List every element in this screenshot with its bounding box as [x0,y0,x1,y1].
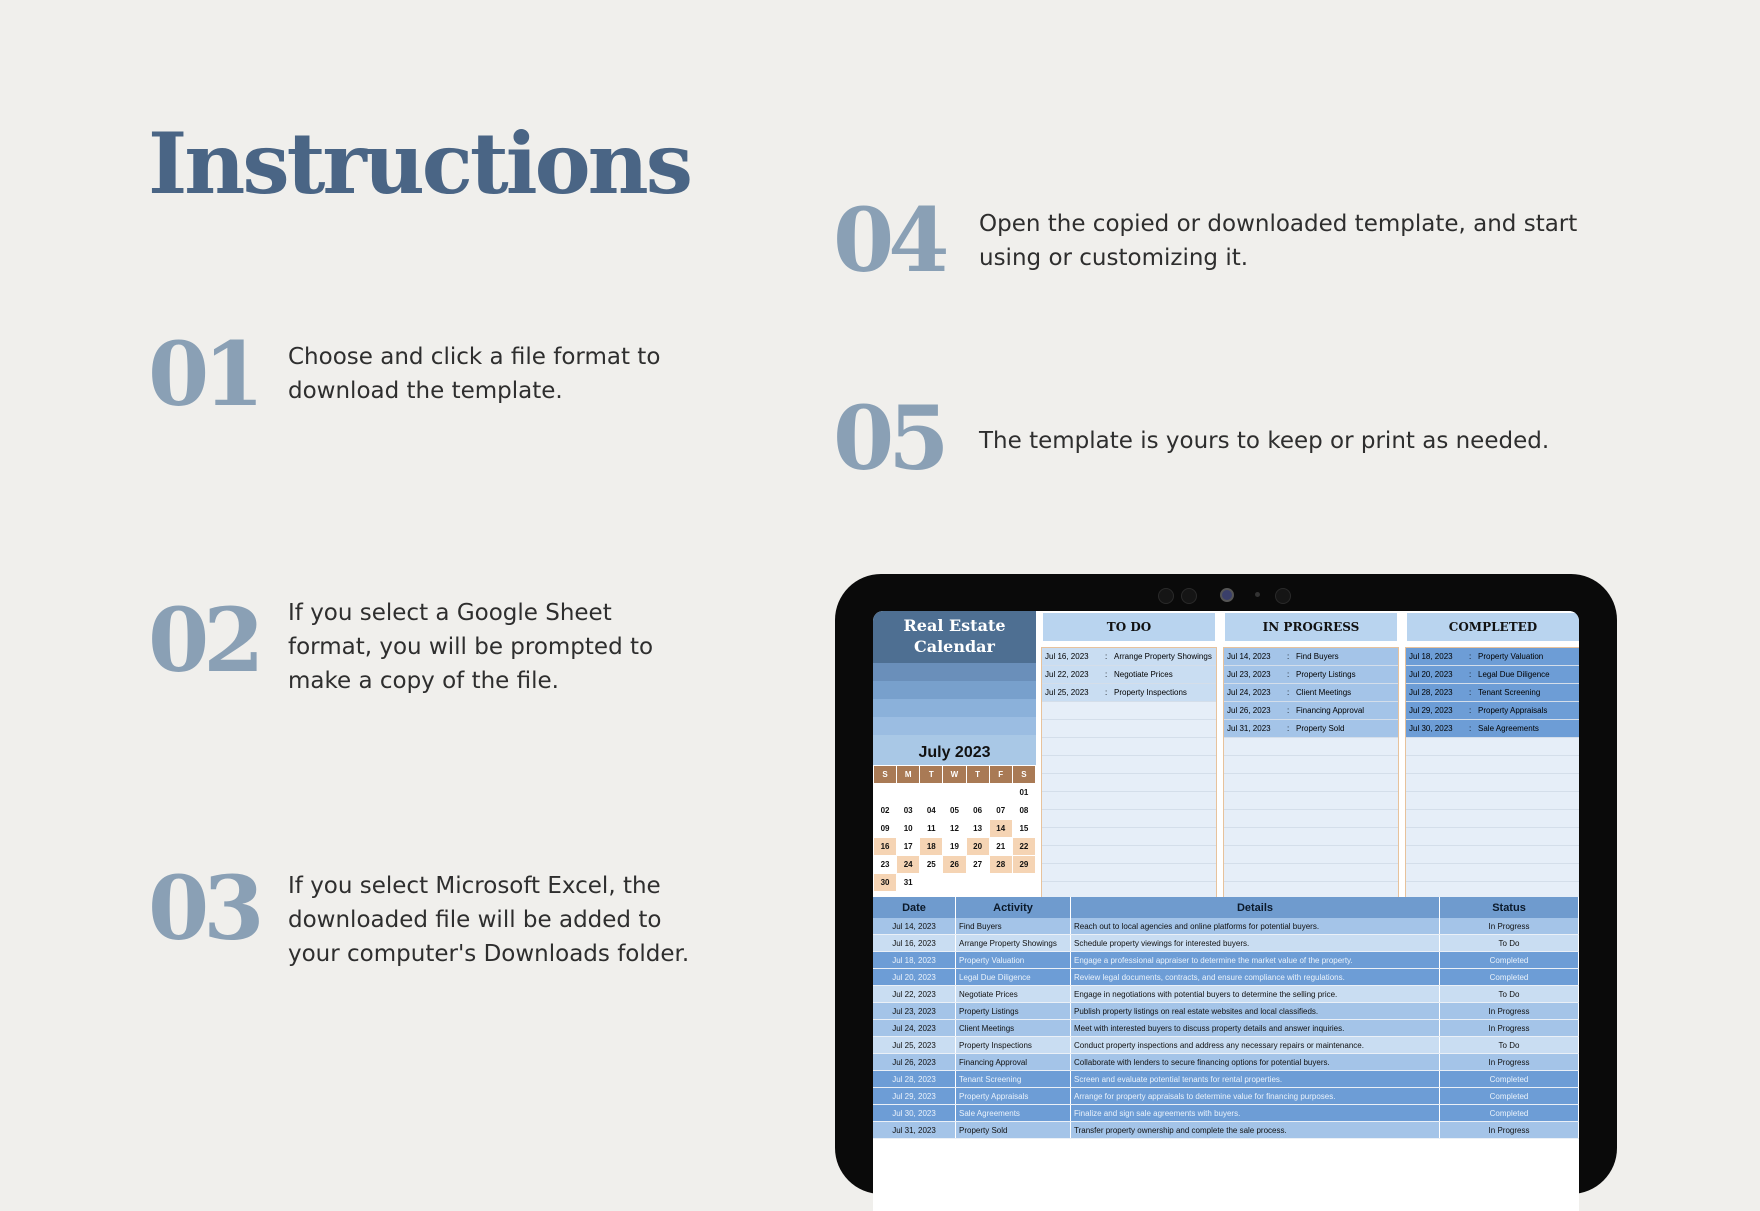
kanban-item[interactable] [1406,702,1579,720]
kanban-item [1406,864,1579,882]
kanban-item-date: Jul 22, 2023 [1045,670,1089,679]
table-row[interactable] [873,1003,1579,1020]
kanban-list [1405,647,1579,899]
calendar-day[interactable]: 20 [966,838,989,856]
kanban-todo [1041,611,1217,899]
calendar-day[interactable]: 10 [897,820,920,838]
cell-activity: Negotiate Prices [956,986,1071,1003]
kanban-item[interactable] [1042,684,1216,702]
cell-details: Schedule property viewings for interested buyers. [1071,935,1440,952]
column-header: Details [1071,897,1440,918]
column-header: Activity [956,897,1071,918]
cell-details: Meet with interested buyers to discuss property details and answer inquiries. [1071,1020,1440,1037]
step-line: Open the copied or downloaded template, and start [979,211,1578,237]
weekday-label: S [1012,766,1035,784]
separator: : [1469,706,1472,715]
table-row[interactable] [873,952,1579,969]
table-row[interactable] [873,935,1579,952]
kanban-item [1042,828,1216,846]
kanban-item [1042,756,1216,774]
kanban-item[interactable] [1042,666,1216,684]
mini-calendar [873,765,1036,892]
kanban-item-task: Property Appraisals [1478,706,1548,715]
cell-status: Completed [1440,952,1579,969]
calendar-month: July 2023 [873,735,1036,765]
kanban-item-task: Financing Approval [1296,706,1365,715]
cell-date: Jul 26, 2023 [873,1054,956,1071]
calendar-day [943,784,966,802]
calendar-day[interactable]: 01 [1012,784,1035,802]
kanban-item [1042,702,1216,720]
cell-date: Jul 30, 2023 [873,1105,956,1122]
cell-activity: Find Buyers [956,918,1071,935]
kanban-item [1406,828,1579,846]
calendar-day[interactable]: 24 [897,856,920,874]
separator: : [1469,688,1472,697]
kanban-item[interactable] [1406,720,1579,738]
kanban-item-date: Jul 24, 2023 [1227,688,1271,697]
column-header: Date [873,897,956,918]
kanban-item [1224,792,1398,810]
calendar-day[interactable]: 19 [943,838,966,856]
kanban-item [1224,828,1398,846]
cell-date: Jul 25, 2023 [873,1037,956,1054]
separator: : [1287,688,1290,697]
cell-activity: Property Listings [956,1003,1071,1020]
step-text [979,207,1619,275]
kanban-item [1224,756,1398,774]
kanban-item [1042,720,1216,738]
cell-details: Transfer property ownership and complete the sale process. [1071,1122,1440,1139]
step-line: make a copy of the file. [288,668,559,694]
kanban-item-task: Arrange Property Showings [1114,652,1212,661]
cell-activity: Property Appraisals [956,1088,1071,1105]
calendar-day [920,874,943,892]
step-line: If you select a Google Sheet [288,600,612,626]
table-row[interactable] [873,969,1579,986]
step-text [979,424,1619,458]
cell-status: Completed [1440,1105,1579,1122]
cell-status: In Progress [1440,1122,1579,1139]
separator: : [1287,652,1290,661]
calendar-day[interactable]: 06 [966,802,989,820]
calendar-day [989,784,1012,802]
cell-details: Collaborate with lenders to secure financing options for potential buyers. [1071,1054,1440,1071]
kanban-item-date: Jul 16, 2023 [1045,652,1089,661]
tablet-mockup [835,574,1617,1194]
kanban-item[interactable] [1406,684,1579,702]
cell-details: Engage in negotiations with potential buyers to determine the selling price. [1071,986,1440,1003]
step-line: downloaded file will be added to [288,907,662,933]
color-band [873,681,1036,699]
kanban-item[interactable] [1224,702,1398,720]
kanban-item [1406,756,1579,774]
sheet-title-line: Calendar [914,637,995,656]
cell-status: In Progress [1440,1020,1579,1037]
calendar-day[interactable]: 27 [966,856,989,874]
kanban-item [1042,774,1216,792]
kanban-completed [1405,611,1579,899]
camera-icon [1158,588,1174,604]
calendar-day [897,784,920,802]
calendar-day[interactable]: 04 [920,802,943,820]
cell-date: Jul 14, 2023 [873,918,956,935]
cell-date: Jul 22, 2023 [873,986,956,1003]
step-line: your computer's Downloads folder. [288,941,690,967]
step-line: If you select Microsoft Excel, the [288,873,661,899]
cell-details: Engage a professional appraiser to determine the market value of the property. [1071,952,1440,969]
calendar-day[interactable]: 07 [989,802,1012,820]
kanban-list [1223,647,1399,899]
calendar-day [966,874,989,892]
kanban-item-task: Property Sold [1296,724,1345,733]
cell-activity: Sale Agreements [956,1105,1071,1122]
sheet-title-line: Real Estate [903,616,1006,635]
color-band [873,699,1036,717]
table-row[interactable] [873,1020,1579,1037]
cell-activity: Tenant Screening [956,1071,1071,1088]
kanban-item-date: Jul 31, 2023 [1227,724,1271,733]
calendar-day[interactable]: 09 [874,820,897,838]
column-header: Status [1440,897,1579,918]
kanban-item-task: Find Buyers [1296,652,1339,661]
cell-date: Jul 16, 2023 [873,935,956,952]
separator: : [1105,688,1108,697]
step-line: download the template. [288,378,563,404]
calendar-day [920,784,943,802]
separator: : [1469,724,1472,733]
step-number: 01 [148,322,259,426]
step-line: using or customizing it. [979,245,1249,271]
calendar-day[interactable]: 29 [1012,856,1035,874]
table-row[interactable] [873,918,1579,935]
kanban-item [1042,792,1216,810]
activity-table [873,897,1579,1139]
calendar-day[interactable]: 16 [874,838,897,856]
kanban-item[interactable] [1042,648,1216,666]
cell-date: Jul 28, 2023 [873,1071,956,1088]
kanban-item-task: Property Inspections [1114,688,1187,697]
step-line: Choose and click a file format to [288,344,661,370]
camera-icon [1275,588,1291,604]
kanban-item-date: Jul 28, 2023 [1409,688,1453,697]
sheet-title [873,611,1036,663]
table-row[interactable] [873,1054,1579,1071]
color-band [873,717,1036,735]
kanban-item-task: Sale Agreements [1478,724,1539,733]
calendar-day[interactable]: 21 [989,838,1012,856]
kanban-item-date: Jul 20, 2023 [1409,670,1453,679]
camera-lens-icon [1220,588,1234,602]
step-number: 02 [148,588,259,692]
page-title: Instructions [148,114,691,213]
kanban-item [1224,774,1398,792]
cell-details: Screen and evaluate potential tenants for rental properties. [1071,1071,1440,1088]
kanban-item-task: Legal Due Diligence [1478,670,1550,679]
kanban-item-date: Jul 23, 2023 [1227,670,1271,679]
kanban-item [1406,846,1579,864]
cell-details: Review legal documents, contracts, and ensure compliance with regulations. [1071,969,1440,986]
kanban-item[interactable] [1224,684,1398,702]
kanban-item [1406,810,1579,828]
separator: : [1287,670,1290,679]
cell-details: Finalize and sign sale agreements with buyers. [1071,1105,1440,1122]
kanban-item-date: Jul 18, 2023 [1409,652,1453,661]
camera-icon [1181,588,1197,604]
separator: : [1105,670,1108,679]
step-number: 04 [833,188,944,292]
calendar-day[interactable]: 02 [874,802,897,820]
cell-activity: Property Sold [956,1122,1071,1139]
calendar-day[interactable]: 22 [1012,838,1035,856]
color-band [873,663,1036,681]
cell-date: Jul 24, 2023 [873,1020,956,1037]
calendar-day[interactable]: 30 [874,874,897,892]
weekday-label: M [897,766,920,784]
cell-activity: Financing Approval [956,1054,1071,1071]
kanban-list [1041,647,1217,899]
cell-status: Completed [1440,1071,1579,1088]
kanban-item-date: Jul 25, 2023 [1045,688,1089,697]
sensor-icon [1255,592,1260,597]
weekday-label: S [874,766,897,784]
kanban-item [1042,846,1216,864]
step-line: The template is yours to keep or print as needed. [979,428,1550,454]
separator: : [1105,652,1108,661]
table-row[interactable] [873,1037,1579,1054]
calendar-day[interactable]: 12 [943,820,966,838]
step-number: 03 [148,856,259,960]
kanban-in-progress [1223,611,1399,899]
cell-date: Jul 18, 2023 [873,952,956,969]
table-row[interactable] [873,986,1579,1003]
calendar-day [874,784,897,802]
step-text [288,869,708,971]
kanban-item [1042,810,1216,828]
kanban-item[interactable] [1224,720,1398,738]
cell-details: Reach out to local agencies and online platforms for potential buyers. [1071,918,1440,935]
kanban-item-date: Jul 14, 2023 [1227,652,1271,661]
calendar-day[interactable]: 11 [920,820,943,838]
cell-activity: Arrange Property Showings [956,935,1071,952]
calendar-day[interactable]: 17 [897,838,920,856]
kanban-item[interactable] [1406,666,1579,684]
cell-status: To Do [1440,986,1579,1003]
weekday-label: W [943,766,966,784]
calendar-day[interactable]: 26 [943,856,966,874]
calendar-day[interactable]: 15 [1012,820,1035,838]
calendar-day[interactable]: 08 [1012,802,1035,820]
separator: : [1287,706,1290,715]
cell-date: Jul 20, 2023 [873,969,956,986]
calendar-day[interactable]: 23 [874,856,897,874]
cell-activity: Property Inspections [956,1037,1071,1054]
step-line: format, you will be prompted to [288,634,654,660]
cell-status: In Progress [1440,918,1579,935]
cell-date: Jul 29, 2023 [873,1088,956,1105]
weekday-label: F [989,766,1012,784]
kanban-item [1224,864,1398,882]
calendar-day [943,874,966,892]
calendar-day [1012,874,1035,892]
table-row[interactable] [873,1122,1579,1139]
cell-details: Conduct property inspections and address any necessary repairs or maintenance. [1071,1037,1440,1054]
calendar-day[interactable]: 14 [989,820,1012,838]
cell-status: To Do [1440,1037,1579,1054]
spreadsheet-screen [873,611,1579,1211]
cell-activity: Property Valuation [956,952,1071,969]
step-number: 05 [833,386,944,490]
cell-date: Jul 31, 2023 [873,1122,956,1139]
table-row[interactable] [873,1105,1579,1122]
separator: : [1469,652,1472,661]
cell-activity: Client Meetings [956,1020,1071,1037]
kanban-item-task: Property Listings [1296,670,1356,679]
kanban-heading: IN PROGRESS [1223,611,1399,643]
kanban-item [1042,864,1216,882]
kanban-item-task: Client Meetings [1296,688,1352,697]
calendar-day [989,874,1012,892]
kanban-item-date: Jul 29, 2023 [1409,706,1453,715]
kanban-item-task: Tenant Screening [1478,688,1541,697]
cell-details: Arrange for property appraisals to determine value for financing purposes. [1071,1088,1440,1105]
weekday-label: T [966,766,989,784]
kanban-item [1406,738,1579,756]
step-text [288,596,668,698]
cell-status: In Progress [1440,1003,1579,1020]
calendar-day[interactable]: 13 [966,820,989,838]
cell-date: Jul 23, 2023 [873,1003,956,1020]
calendar-day[interactable]: 25 [920,856,943,874]
separator: : [1287,724,1290,733]
cell-status: Completed [1440,969,1579,986]
step-text [288,340,668,408]
kanban-item-date: Jul 26, 2023 [1227,706,1271,715]
kanban-item [1406,792,1579,810]
calendar-day [966,784,989,802]
cell-details: Publish property listings on real estate websites and local classifieds. [1071,1003,1440,1020]
kanban-item [1224,810,1398,828]
kanban-heading: COMPLETED [1405,611,1579,643]
kanban-item [1224,738,1398,756]
calendar-day[interactable]: 28 [989,856,1012,874]
kanban-item-task: Property Valuation [1478,652,1544,661]
table-row[interactable] [873,1071,1579,1088]
kanban-item[interactable] [1406,648,1579,666]
kanban-item[interactable] [1224,648,1398,666]
kanban-item [1406,774,1579,792]
separator: : [1469,670,1472,679]
weekday-label: T [920,766,943,784]
calendar-day[interactable]: 05 [943,802,966,820]
kanban-item [1042,738,1216,756]
cell-status: To Do [1440,935,1579,952]
cell-activity: Legal Due Diligence [956,969,1071,986]
calendar-day[interactable]: 18 [920,838,943,856]
cell-status: Completed [1440,1088,1579,1105]
table-row[interactable] [873,1088,1579,1105]
kanban-item-date: Jul 30, 2023 [1409,724,1453,733]
kanban-heading: TO DO [1041,611,1217,643]
cell-status: In Progress [1440,1054,1579,1071]
kanban-item [1224,846,1398,864]
calendar-day[interactable]: 03 [897,802,920,820]
calendar-day[interactable]: 31 [897,874,920,892]
kanban-item-task: Negotiate Prices [1114,670,1173,679]
kanban-item[interactable] [1224,666,1398,684]
